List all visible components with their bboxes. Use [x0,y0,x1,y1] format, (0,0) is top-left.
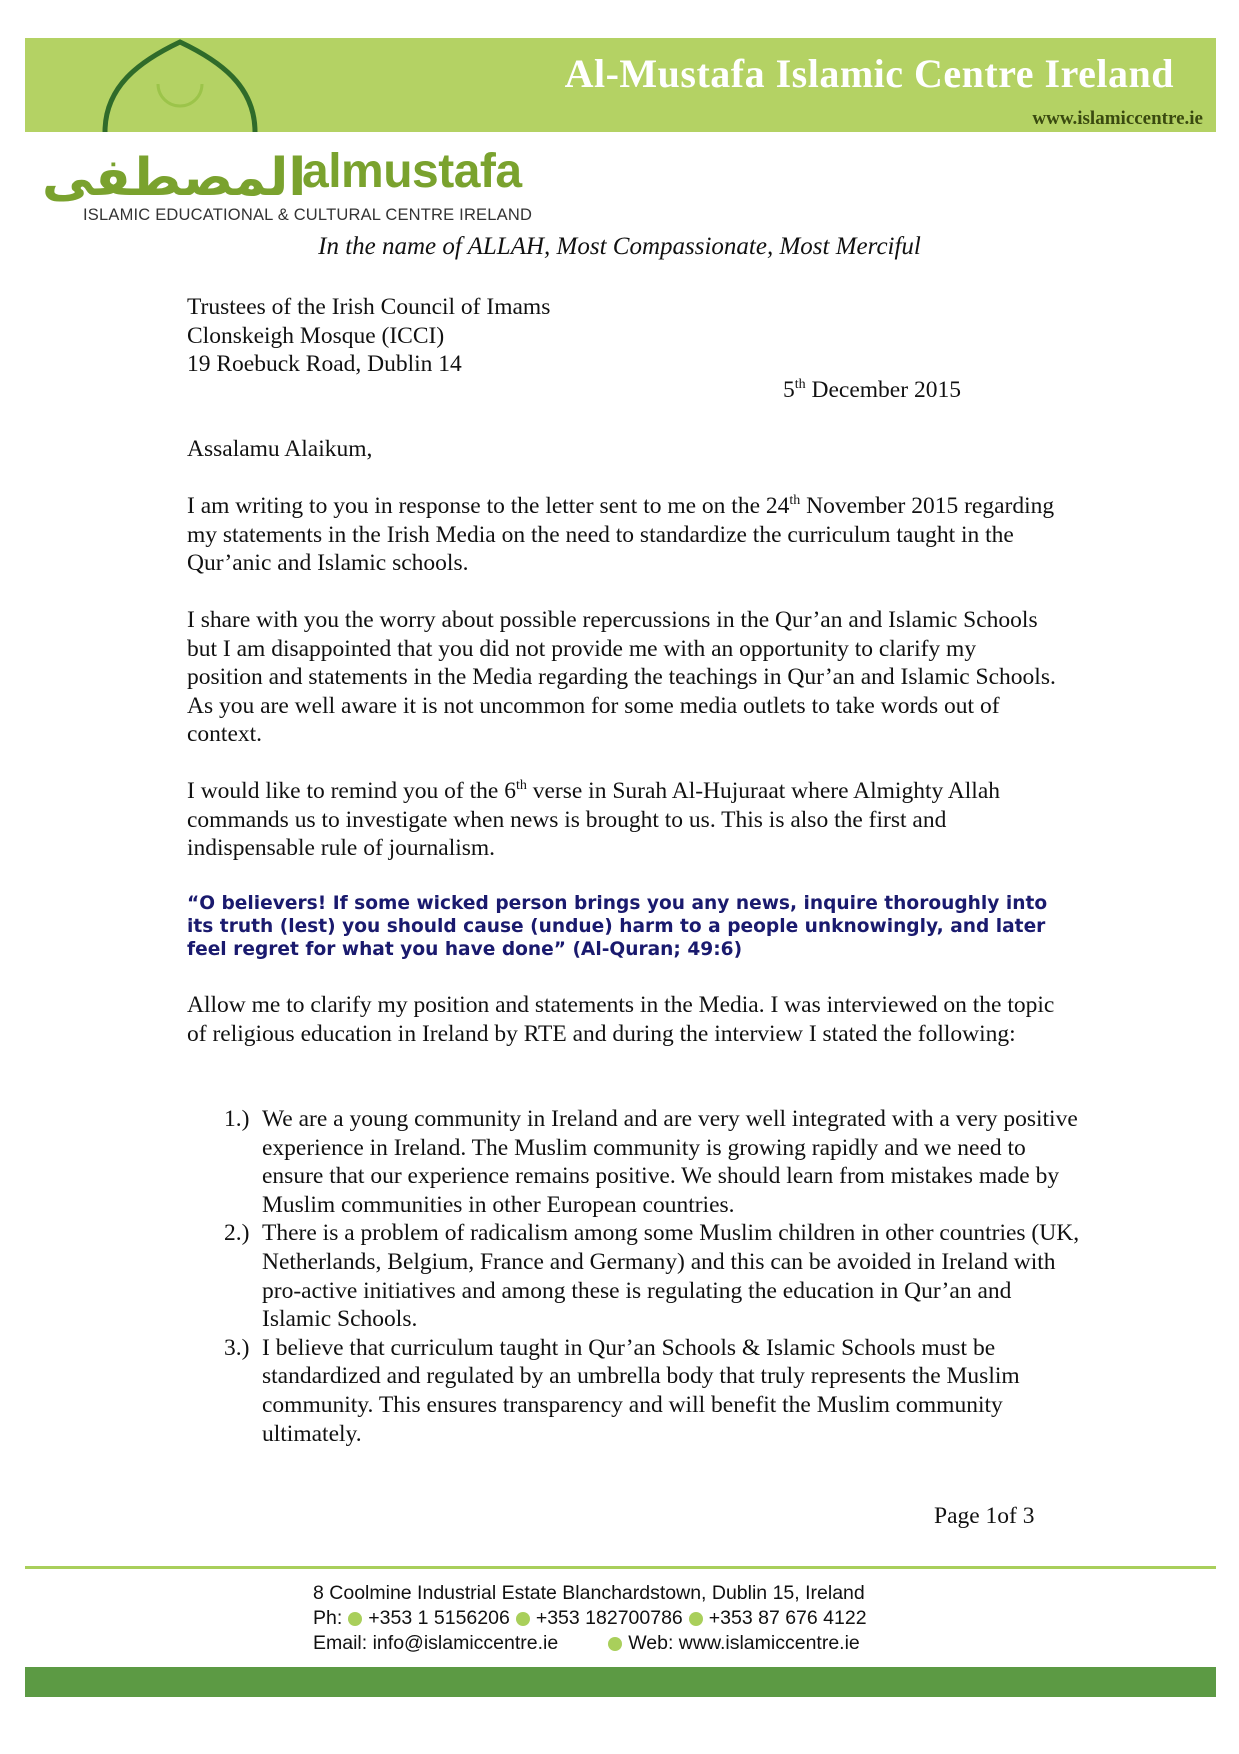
list-number: 2.) [224,1220,250,1247]
address-line: Trustees of the Irish Council of Imams [187,294,551,320]
web-link[interactable]: Web: www.islamiccentre.ie [628,1632,860,1654]
bismillah: In the name of ALLAH, Most Compassionate, Most Merciful [318,233,921,260]
list-item [224,1334,1084,1448]
paragraph: Allow me to clarify my position and statements in the Media. I was interviewed on the topic of religious education in Ireland by RTE and during the interview I stated the following: [187,992,1055,1047]
email-link[interactable]: Email: info@islamiccentre.ie [313,1632,559,1654]
logo [30,36,590,224]
footer-divider [25,1566,1216,1569]
address-line: 19 Roebuck Road, Dublin 14 [187,351,462,377]
footer-phones [313,1606,867,1631]
list-item [224,1219,1084,1333]
address-line: Clonskeigh Mosque (ICCI) [187,322,445,349]
list-item [224,1105,1084,1219]
list-text: We are a young community in Ireland and are very well integrated with a very positive experience in Ireland. The Muslim community is growing rapidly and we need to ensure that our experience remains positive. We should learn from mistakes made by Muslim communities in other European countries. [262,1106,1078,1218]
logo-subtitle: ISLAMIC EDUCATIONAL & CULTURAL CENTRE IRELAND [83,206,533,224]
bullet-icon [348,1612,362,1626]
letter-date: 5th December 2015 [783,377,961,403]
statement-list [224,1105,1084,1448]
quran-quote: “O believers! If some wicked person brings you any news, inquire thoroughly into its truth (lest) you should cause (undue) harm to a people unknowingly, and later feel regret for what you have done” (Al-Quran; 49:6) [187,893,1048,960]
logo-arabic: المصطفى [42,148,307,208]
header-url[interactable]: www.islamiccentre.ie [1032,108,1203,129]
header-title: Al-Mustafa Islamic Centre Ireland [564,51,1174,96]
recipient-address [187,293,550,379]
paragraph: I am writing to you in response to the letter sent to me on the 24th November 2015 regarding my statements in the Irish Media on the need to standardize the curriculum taught in the Qur’anic and Islamic schools. [187,493,1055,577]
paragraph: I share with you the worry about possible repercussions in the Qur’an and Islamic Schools but I am disappointed that you did not provide me with an opportunity to clarify my position and statements in the Media regarding the teachings in Qur’an and Islamic Schools. As you are well aware it is not uncommon for some media outlets to take words out of context. [187,607,1056,748]
footer-contact [313,1581,867,1656]
list-text: I believe that curriculum taught in Qur’an Schools & Islamic Schools must be standardized and regulated by an umbrella body that truly represents the Muslim community. This ensures transparency and will benefit the Muslim community ultimately. [262,1334,1020,1447]
phone-label: Ph: [313,1607,343,1629]
footer-bar [25,1667,1216,1697]
footer-web [313,1631,867,1656]
greeting: Assalamu Alaikum, [187,436,373,462]
list-number: 1.) [224,1106,250,1132]
list-number: 3.) [224,1334,250,1361]
bullet-icon [516,1612,530,1626]
footer-address: 8 Coolmine Industrial Estate Blanchardstown, Dublin 15, Ireland [313,1582,865,1604]
paragraph: I would like to remind you of the 6th verse in Surah Al-Hujuraat where Almighty Allah commands us to investigate when news is brought to us. This is also the first and indispensable rule of journalism. [187,778,1001,862]
phone-number[interactable]: +353 1 5156206 [368,1607,510,1629]
page-number: Page 1of 3 [934,1503,1035,1529]
logo-latin: almustafa [302,145,522,198]
phone-number[interactable]: +353 87 676 4122 [708,1607,867,1629]
phone-number[interactable]: +353 182700786 [535,1607,683,1629]
bullet-icon [689,1612,703,1626]
bullet-icon [608,1637,622,1651]
list-text: There is a problem of radicalism among some Muslim children in other countries (UK, Netherlands, Belgium, France and Germany) and this can be avoided in Ireland with pro-active initiatives and among these is regulating the education in Qur’an and Islamic Schools. [262,1220,1080,1333]
